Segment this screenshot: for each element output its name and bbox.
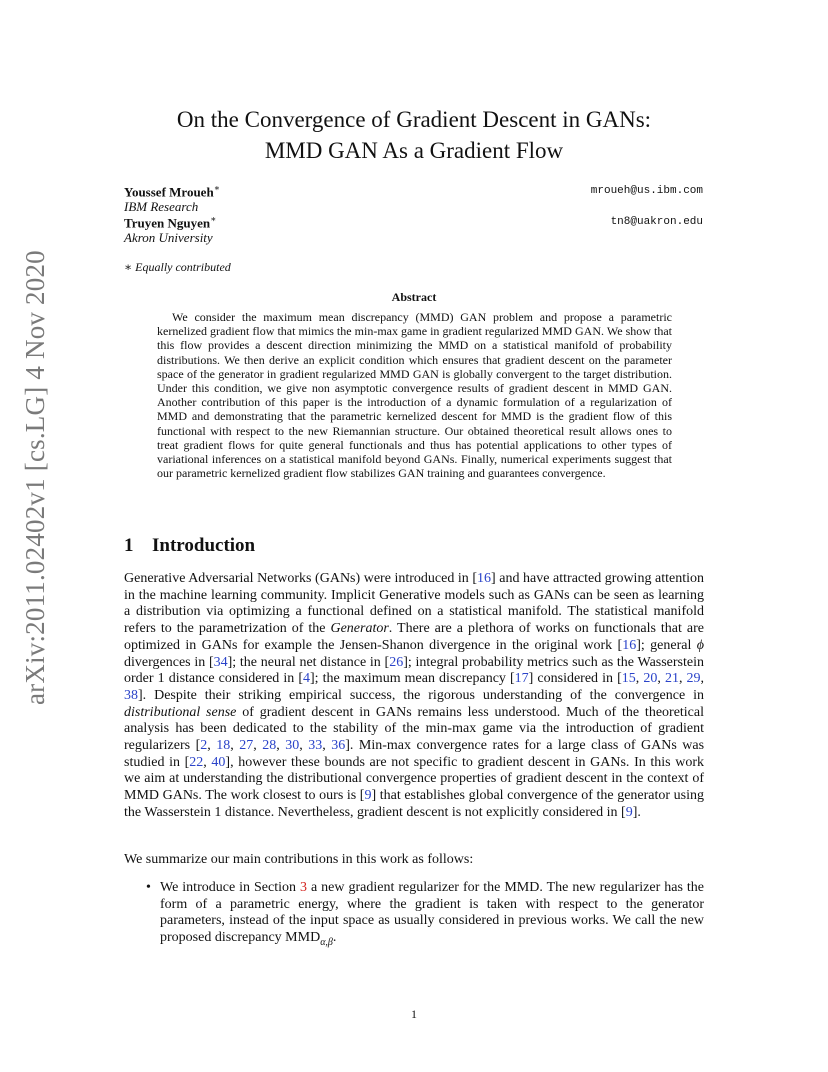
citation-link[interactable]: 26 (389, 654, 404, 670)
contributions-lead: We summarize our main contributions in this work as follows: (124, 852, 474, 867)
contribution-item: We introduce in Section 3 a new gradient regularizer for the MMD. The new regularizer has the form of a parametric energy, where the gradient is taken with respect to the generator parameters, instead of the input space as usually considered in previous works. We call the new proposed discrepancy $MMD_{\alpha,\beta}$. (160, 880, 704, 948)
citation-link[interactable]: 29 (686, 671, 701, 687)
math-subscript: α,β (320, 936, 333, 948)
author-affiliation-2: Akron University (124, 230, 213, 245)
author-name-2: Truyen Nguyen∗ (124, 214, 217, 231)
citation-link[interactable]: 21 (664, 671, 679, 687)
citation-link[interactable]: 27 (239, 738, 254, 754)
citation-link[interactable]: 9 (364, 788, 372, 804)
section-heading (124, 535, 255, 557)
paper-title-line-2: MMD GAN As a Gradient Flow (264, 138, 564, 163)
bullet-marker: • (146, 880, 151, 895)
author-email-2[interactable]: tn8@uakron.edu (610, 216, 703, 228)
citation-link[interactable]: 22 (189, 754, 204, 770)
paper-title-line-1: On the Convergence of Gradient Descent in GANs: (176, 107, 652, 132)
arxiv-stamp: arXiv:2011.02402v1 [cs.LG] 4 Nov 2020 (20, 250, 50, 705)
citation-link[interactable]: 2 (200, 738, 208, 754)
citation-link[interactable]: 4 (303, 671, 310, 687)
citation-link[interactable]: 9 (625, 804, 633, 820)
page-number: 1 (411, 1007, 417, 1021)
author-email-1[interactable]: mroueh@us.ibm.com (590, 185, 703, 197)
citation-link[interactable]: 16 (622, 637, 637, 653)
author-affiliation-1: IBM Research (124, 199, 199, 214)
emphasis-text: Generator (330, 621, 389, 637)
citation-link[interactable]: 28 (262, 738, 277, 754)
emphasis-text: ϕ (696, 637, 704, 653)
equal-contribution-mark: ∗ (210, 214, 217, 224)
citation-link[interactable]: 15 (621, 671, 636, 687)
abstract-heading: Abstract (391, 290, 437, 304)
equal-contribution-note: ∗ Equally contributed (124, 260, 231, 274)
citation-link[interactable]: 38 (124, 687, 138, 703)
citation-link[interactable]: 17 (514, 671, 529, 687)
citation-link[interactable]: 20 (643, 671, 658, 687)
citation-link[interactable]: 18 (216, 738, 231, 754)
emphasis-text: distributional sense (124, 704, 237, 720)
abstract-text: We consider the maximum mean discrepancy (MMD) GAN problem and propose a parametric kernelized gradient flow that mimics the min-max game in gradient regularized MMD GAN. We show that this flow provides a descent direction minimizing the MMD on a statistical manifold of probability distributions. We then derive an explicit condition which ensures that gradient descent on the parameter space of the generator in gradient regularized MMD GAN is globally convergent to the target distribution. Under this condition, we give non asymptotic convergence results of gradient descent in MMD GAN. Another contribution of this paper is the introduction of a dynamic formulation of a regularization of MMD and demonstrating that the parametric kernelized descent for MMD is the gradient flow of this functional with respect to the new Riemannian structure. Our obtained theoretical result allows ones to treat gradient flows for quite general functionals and thus has potential applications to other types of variational inferences on a statistical manifold beyond GANs. Finally, numerical experiments suggest that our parametric kernelized gradient flow stabilizes GAN training and guarantees convergence. (157, 310, 672, 481)
section-reference-link[interactable]: 3 (300, 880, 307, 895)
intro-paragraph: Generative Adversarial Networks (GANs) were introduced in [16] and have attracted growing attention in the machine learning community. Implicit Generative models such as GANs can be seen as learning a distribution via optimizing a functional defined on a statistical manifold. The statistical manifold refers to the parametrization of the Generator. There are a plethora of works on functionals that are optimized in GANs for example the Jensen-Shanon divergence in the original work [16]; general ϕ divergences in [34]; the neural net distance in [26]; integral probability metrics such as the Wasserstein order 1 distance considered in [4]; the maximum mean discrepancy [17] considered in [15, 20, 21, 29, 38]. Despite their striking empirical success, the rigorous understanding of the convergence in distributional sense of gradient descent in GANs remains less understood. Much of the theoretical analysis has been dedicated to the stability of the min-max game via the introduction of gradient regularizers [2, 18, 27, 28, 30, 33, 36]. Min-max convergence rates for a large class of GANs was studied in [22, 40], however these bounds are not specific to gradient descent in GANs. In this work we aim at understanding the distributional convergence properties of gradient descent in the context of MMD GANs. The work closest to ours is [9] that establishes global convergence of the generator using the Wasserstein 1 distance. Nevertheless, gradient descent is not explicitly considered in [9]. (124, 571, 705, 820)
citation-link[interactable]: 30 (285, 738, 300, 754)
section-title: Introduction (152, 535, 256, 556)
section-number: 1 (124, 535, 134, 556)
citation-link[interactable]: 40 (211, 754, 226, 770)
author-name-1: Youssef Mroueh∗ (124, 183, 220, 200)
citation-link[interactable]: 33 (308, 738, 323, 754)
equal-contribution-mark: ∗ (213, 183, 220, 193)
citation-link[interactable]: 34 (213, 654, 228, 670)
citation-link[interactable]: 16 (477, 571, 492, 586)
citation-link[interactable]: 36 (331, 738, 346, 754)
